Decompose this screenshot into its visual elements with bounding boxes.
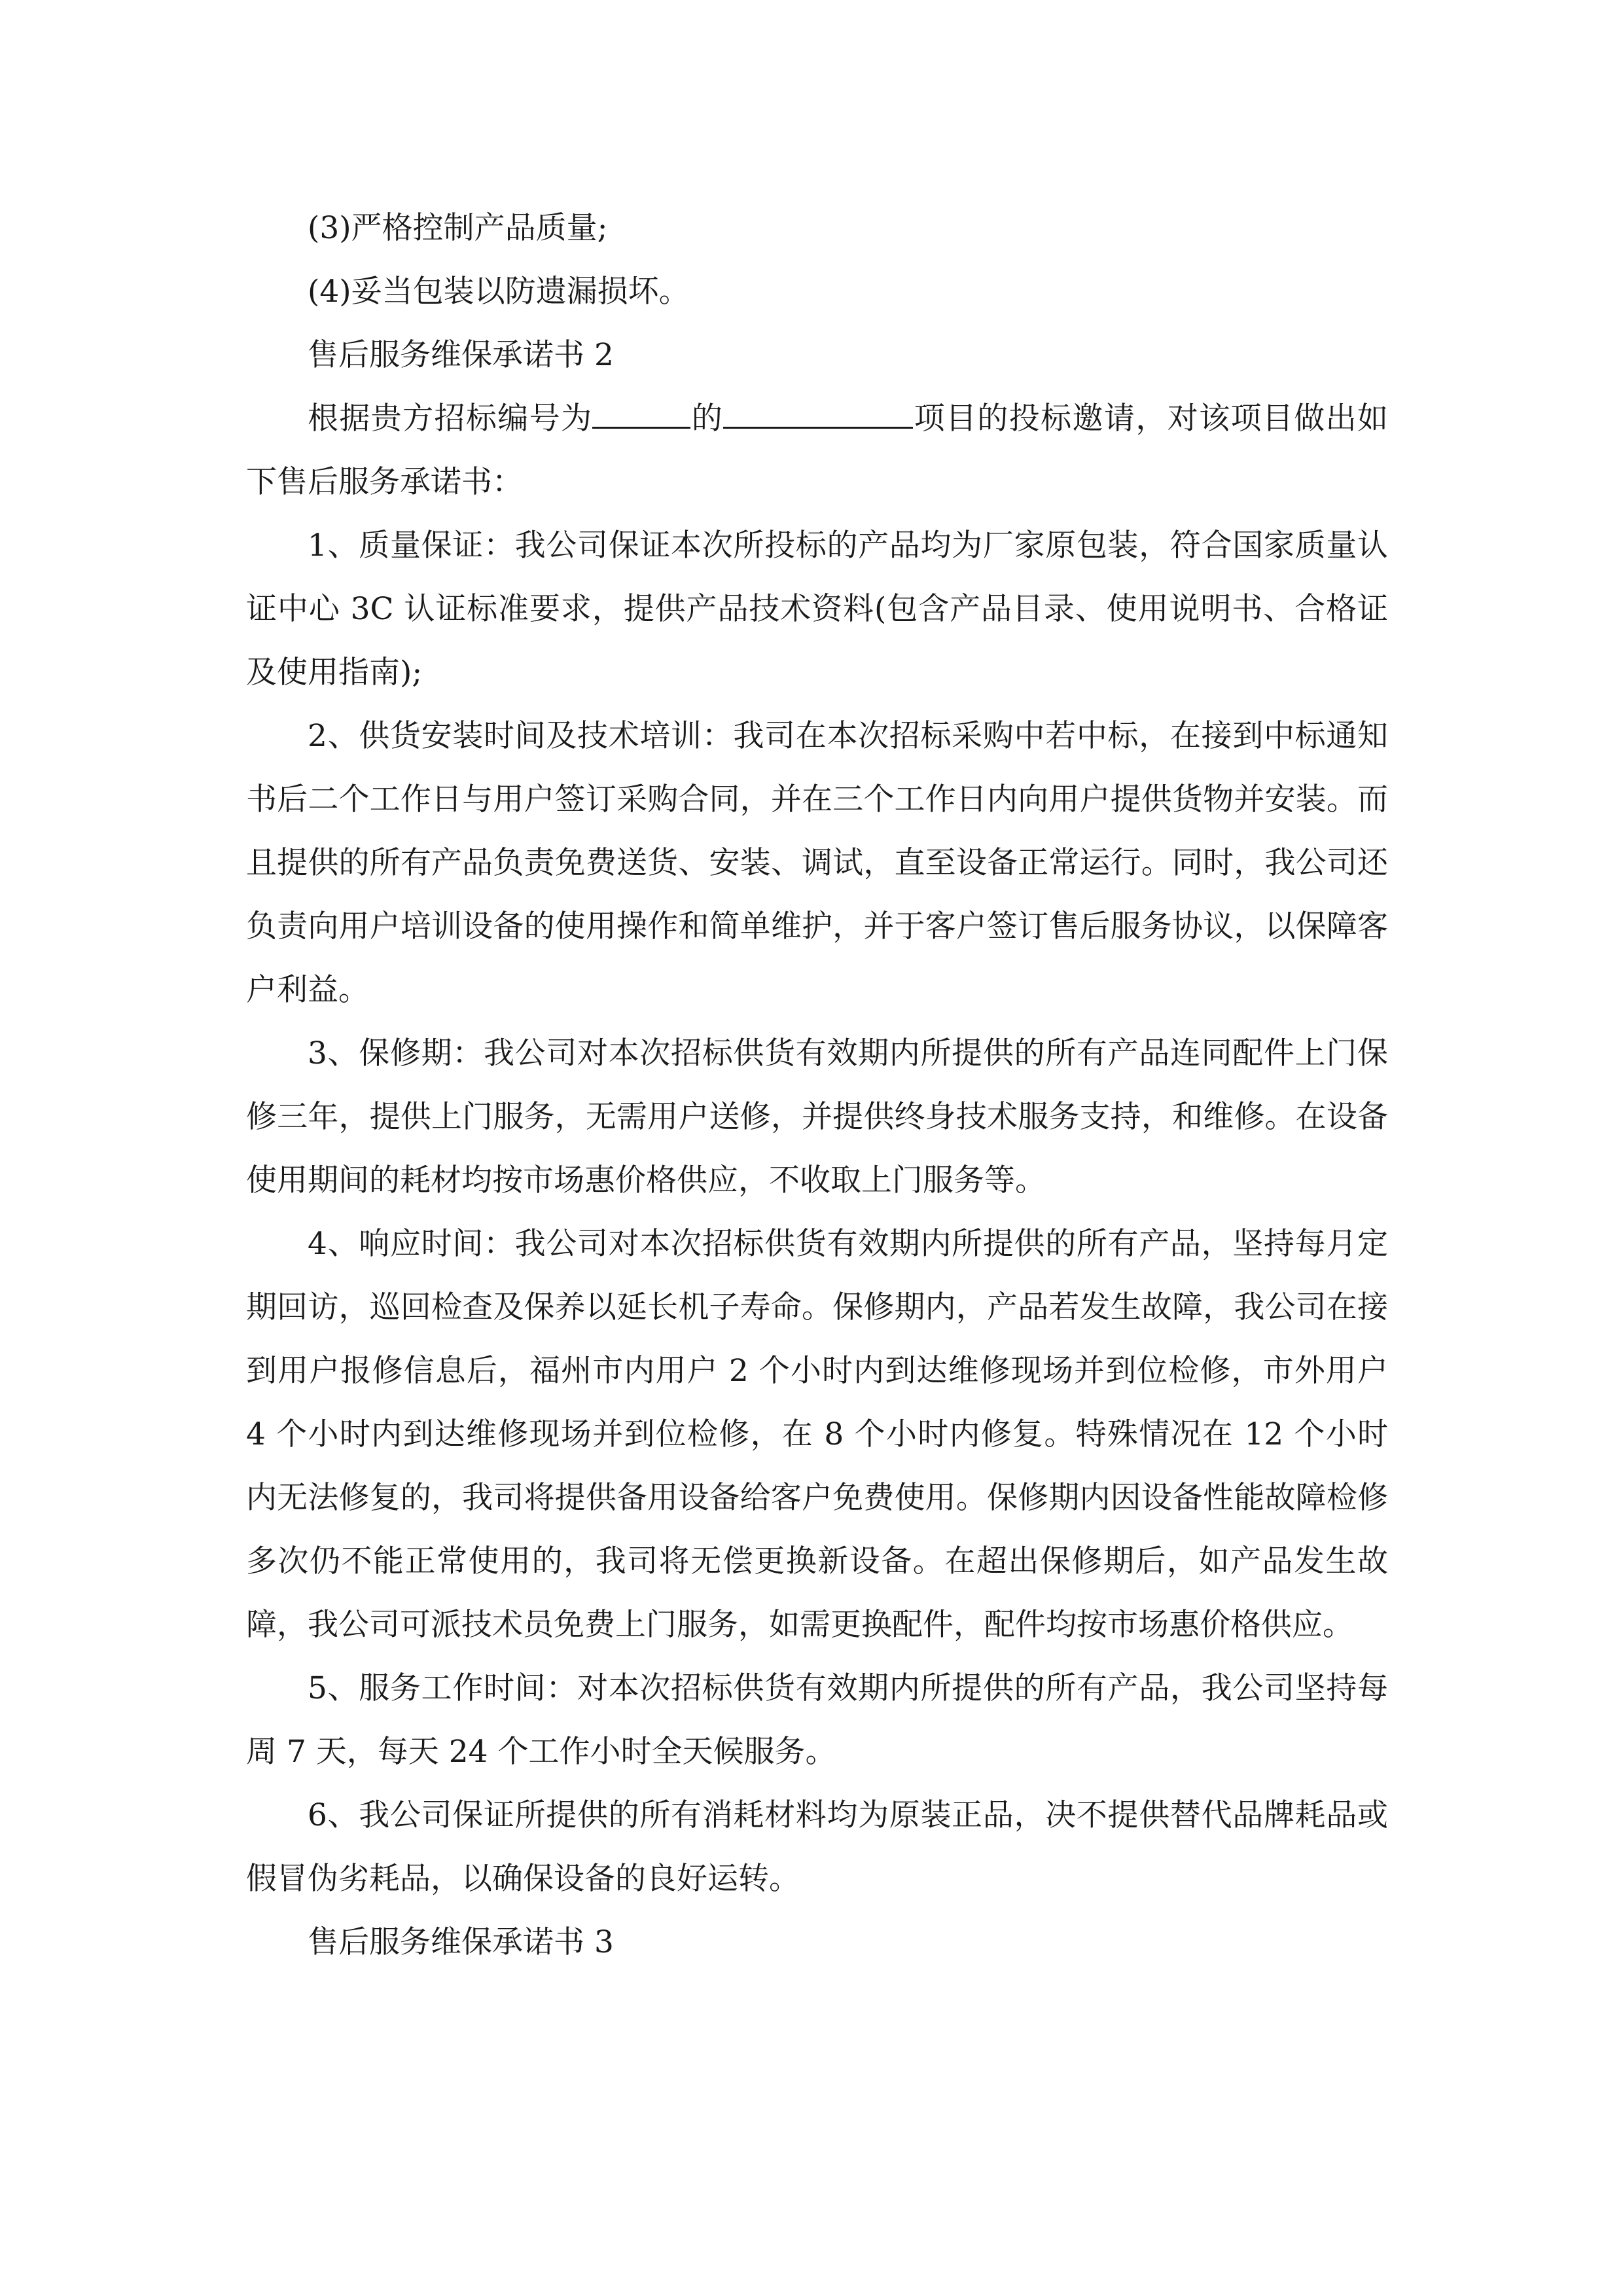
invitation-text-1: 根据贵方招标编号为 xyxy=(308,401,593,437)
section-heading-3: 售后服务维保承诺书 3 xyxy=(308,1924,614,1960)
project-name-blank xyxy=(723,393,913,429)
clause-consumables: 6、我公司保证所提供的所有消耗材料均为原装正品，决不提供替代品牌耗品或假冒伪劣耗品，以确保设备的良好运转。 xyxy=(246,1797,1388,1897)
invitation-text-2: 的 xyxy=(690,401,724,437)
clause-service-hours: 5、服务工作时间：对本次招标供货有效期内所提供的所有产品，我公司坚持每周 7 天，每天 24 个工作小时全天候服务。 xyxy=(246,1670,1388,1770)
document-body xyxy=(246,196,1388,1974)
invitation-text-3: 项目的投标邀请，对该项目做出如下售后服务承诺书： xyxy=(246,401,1389,500)
invitation-paragraph xyxy=(246,387,1388,514)
clause-quality-guarantee: 1、质量保证：我公司保证本次所投标的产品均为厂家原包装，符合国家质量认证中心 3C 认证标准要求，提供产品技术资料(包含产品目录、使用说明书、合格证及使用指南); xyxy=(246,528,1388,691)
tender-number-blank xyxy=(592,393,690,429)
list-item-quality-control: (3)严格控制产品质量; xyxy=(308,210,608,246)
clause-warranty-period: 3、保修期：我公司对本次招标供货有效期内所提供的所有产品连同配件上门保修三年，提供上门服务，无需用户送修，并提供终身技术服务支持，和维修。在设备使用期间的耗材均按市场惠价格供应，不收取上门服务等。 xyxy=(246,1035,1388,1198)
clause-delivery-installation: 2、供货安装时间及技术培训：我司在本次招标采购中若中标，在接到中标通知书后二个工作日与用户签订采购合同，并在三个工作日内向用户提供货物并安装。而且提供的所有产品负责免费送货、安装、调试，直至设备正常运行。同时，我公司还负责向用户培训设备的使用操作和简单维护，并于客户签订售后服务协议，以保障客户利益。 xyxy=(246,718,1388,1008)
section-heading-2: 售后服务维保承诺书 2 xyxy=(308,337,614,373)
list-item-packaging: (4)妥当包装以防遗漏损坏。 xyxy=(308,274,690,310)
clause-response-time: 4、响应时间：我公司对本次招标供货有效期内所提供的所有产品，坚持每月定期回访，巡回检查及保养以延长机子寿命。保修期内，产品若发生故障，我公司在接到用户报修信息后，福州市内用户 2 个小时内到达维修现场并到位检修，市外用户 4 个小时内到达维修现场并到位检修，在 8 个小时内修复。特殊情况在 12 个小时内无法修复的，我司将提供备用设备给客户免费使用。保修期内因设备性能故障检修多次仍不能正常使用的，我司将无偿更换新设备。在超出保修期后，如产品发生故障，我公司可派技术员免费上门服务，如需更换配件，配件均按市场惠价格供应。 xyxy=(246,1226,1388,1643)
